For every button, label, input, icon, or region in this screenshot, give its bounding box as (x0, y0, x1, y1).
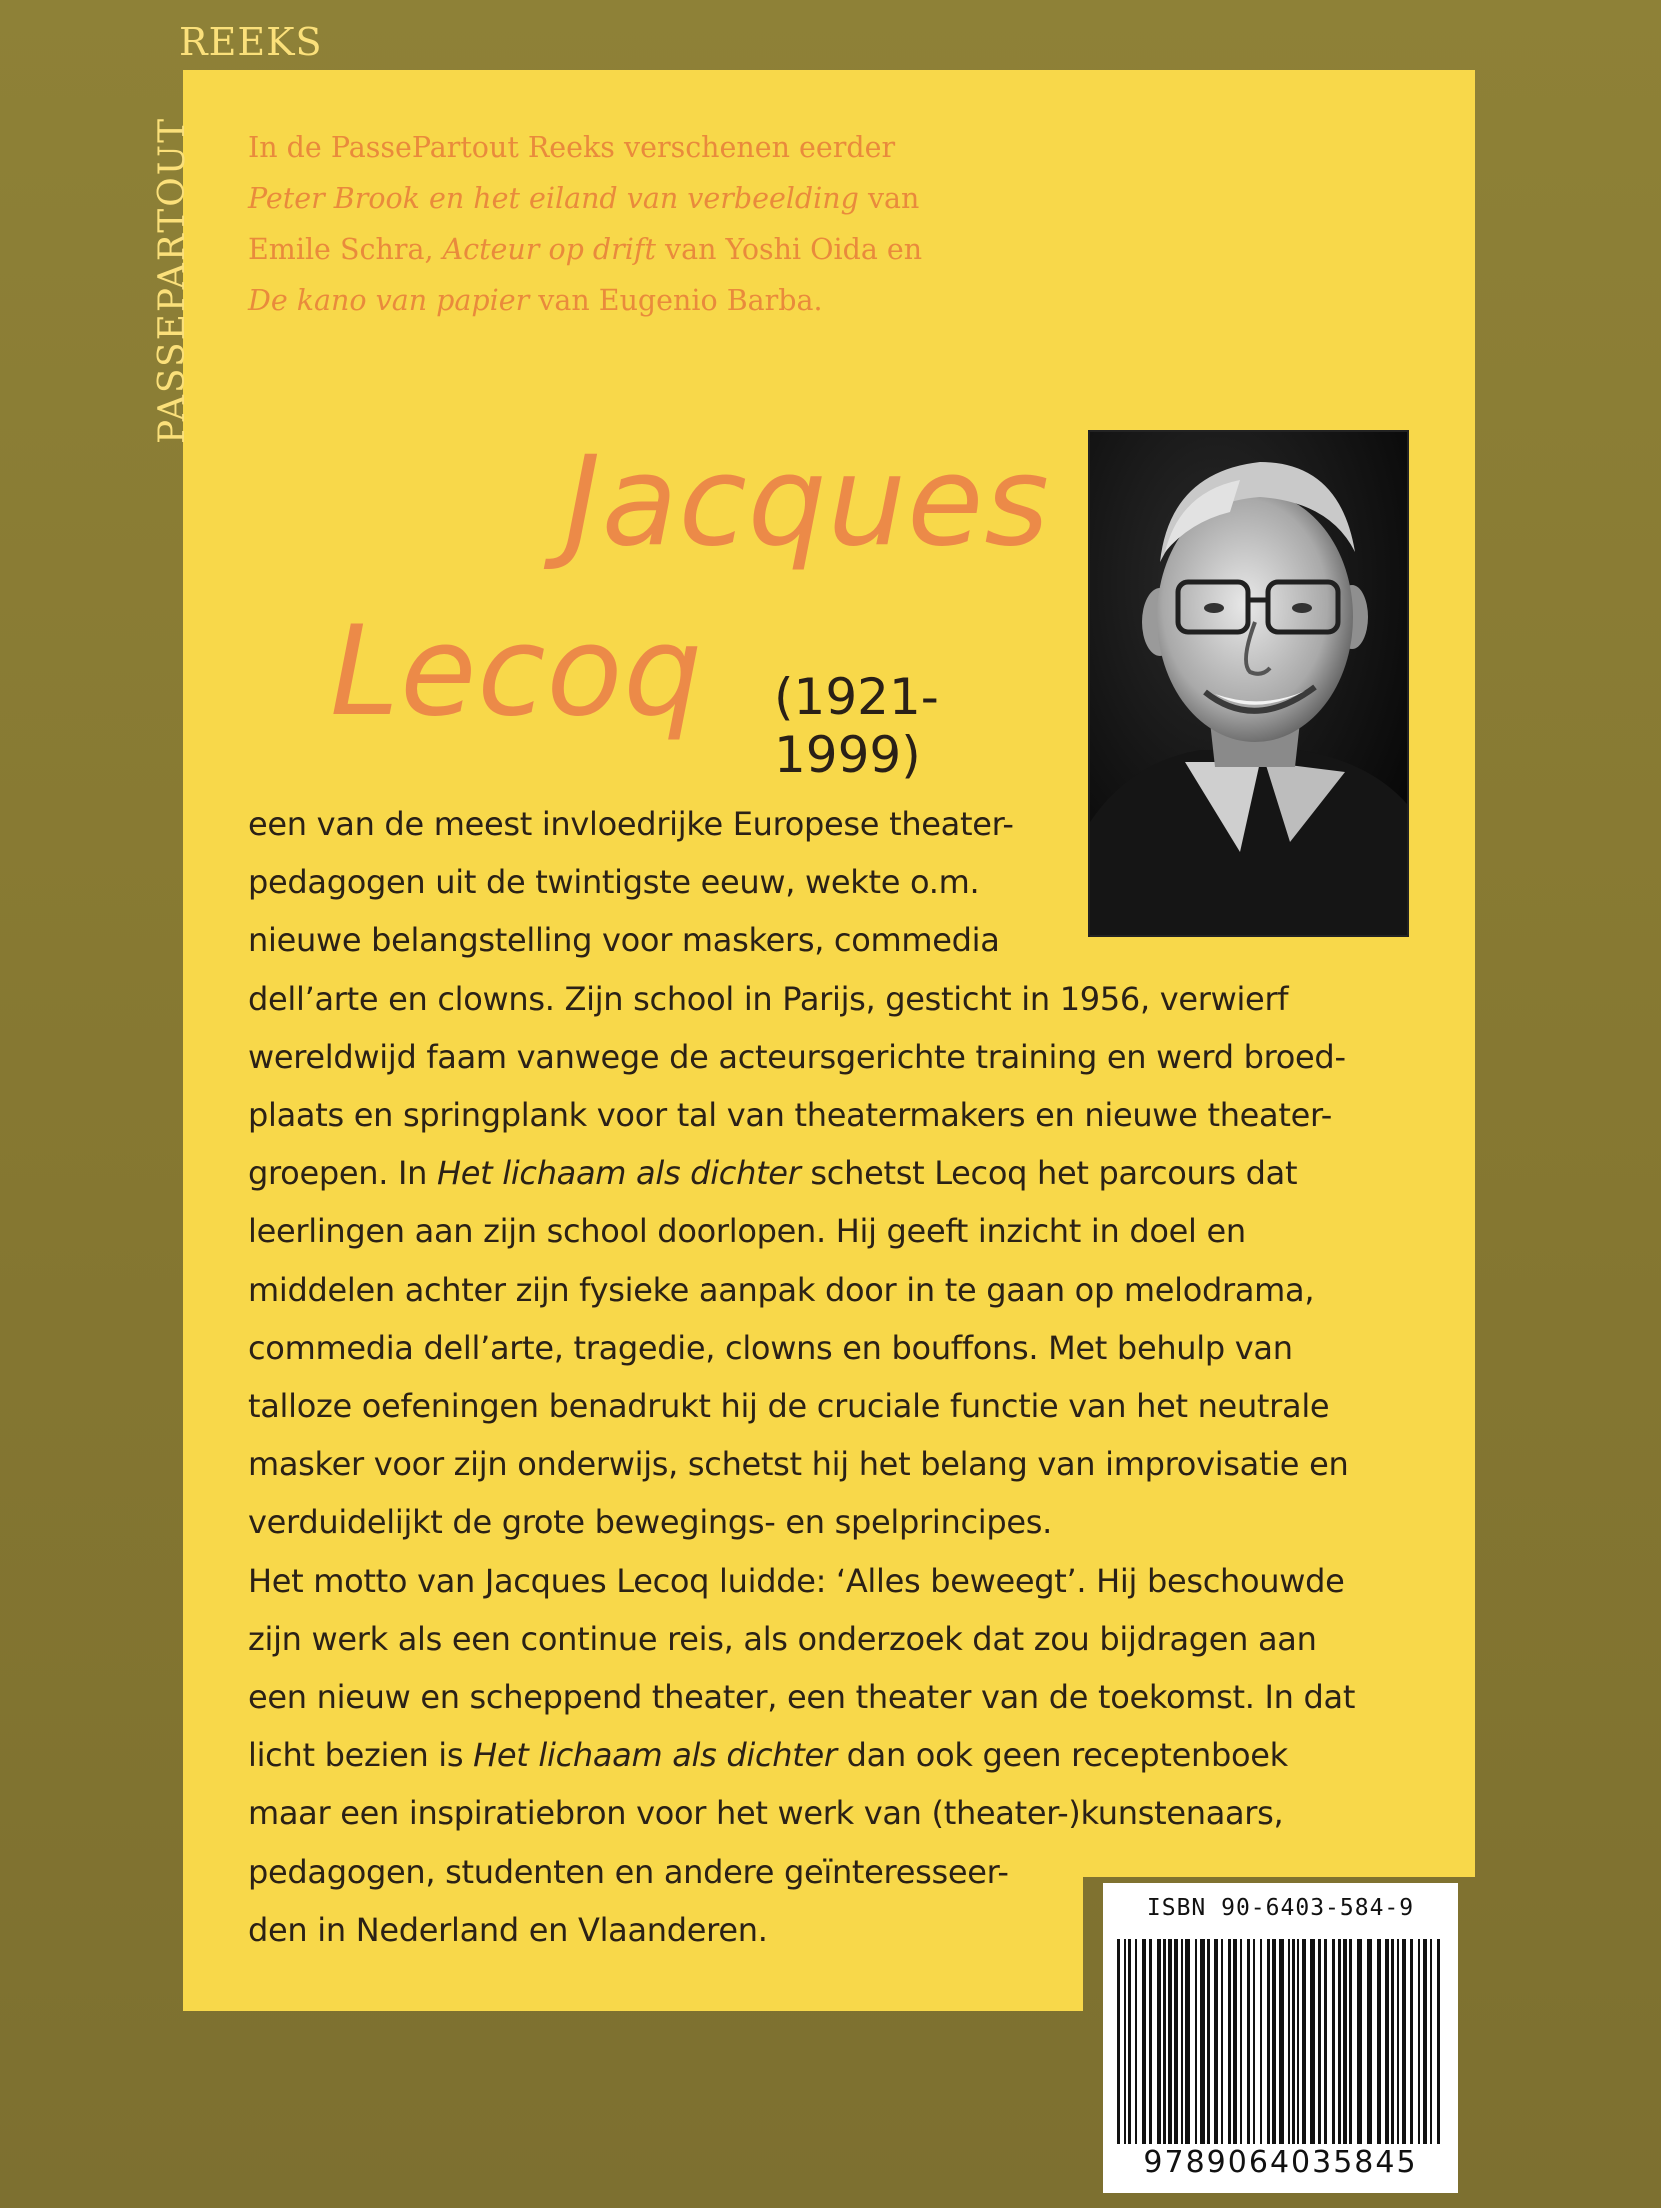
barcode-bar (1310, 1939, 1315, 2144)
blurb-line: licht bezien is Het lichaam als dichter dan ook geen receptenboek (248, 1736, 1288, 1775)
intro-line: Peter Brook en het eiland van verbeelding van (248, 182, 920, 215)
barcode-bar (1228, 1939, 1231, 2144)
barcode-bar (1135, 1939, 1137, 2144)
barcode-bar (1391, 1939, 1394, 2144)
barcode-bar (1430, 1939, 1432, 2144)
barcode-bar (1168, 1939, 1172, 2144)
barcode-bar (1181, 1939, 1183, 2144)
barcode-bar (1397, 1939, 1399, 2144)
barcode-bar (1117, 1939, 1120, 2144)
barcode-bar (1338, 1939, 1341, 2144)
barcode-bar (1423, 1939, 1427, 2144)
book-title: Acteur op drift (442, 233, 656, 266)
barcode-bar (1124, 1939, 1126, 2144)
book-title: Het lichaam als dichter (436, 1154, 801, 1193)
barcode-bar (1367, 1939, 1372, 2144)
barcode-bar (1221, 1939, 1223, 2144)
book-title: Het lichaam als dichter (473, 1736, 837, 1775)
barcode-bar (1288, 1939, 1290, 2144)
barcode-bar (1214, 1939, 1218, 2144)
intro-line: In de PassePartout Reeks verschenen eerder (248, 131, 896, 164)
barcode-bar (1402, 1939, 1406, 2144)
blurb-line: maar een inspiratiebron voor het werk van (theater-)kunstenaars, (248, 1794, 1284, 1833)
barcode-bar (1200, 1939, 1205, 2144)
barcode-bar (1324, 1939, 1327, 2144)
barcode-bar (1318, 1939, 1321, 2144)
barcode-bar (1157, 1939, 1161, 2144)
intro-line: Emile Schra, Acteur op drift van Yoshi Oida en (248, 233, 923, 266)
author-last-name: Lecoq (330, 600, 704, 744)
barcode-bar (1332, 1939, 1335, 2144)
barcode-bar (1260, 1939, 1262, 2144)
barcode-bar (1163, 1939, 1166, 2144)
barcode-bar (1302, 1939, 1306, 2144)
blurb-text (248, 795, 1428, 1959)
series-name-reeks: REEKS (179, 20, 323, 64)
author-first-name: Jacques (564, 430, 1050, 574)
barcode-bar (1377, 1939, 1381, 2144)
barcode-bar (1195, 1939, 1197, 2144)
barcode-bar (1142, 1939, 1146, 2144)
author-years: (1921-1999) (774, 668, 939, 784)
isbn-number: ISBN 90-6403-584-9 (1146, 1895, 1415, 1921)
barcode-bar (1128, 1939, 1131, 2144)
blurb-line: den in Nederland en Vlaanderen. (248, 1910, 768, 1949)
blurb-line: pedagogen, studenten en andere geïnteresseer- (248, 1852, 1009, 1891)
book-title: De kano van papier (248, 284, 530, 317)
blurb-line: zijn werk als een continue reis, als onderzoek dat zou bijdragen aan (248, 1619, 1317, 1658)
barcode-bar (1410, 1939, 1413, 2144)
barcode-bar (1292, 1939, 1295, 2144)
barcode-bar (1279, 1939, 1284, 2144)
barcode-bar (1297, 1939, 1299, 2144)
blurb-line: plaats en springplank voor tal van theatermakers en nieuwe theater- (248, 1096, 1333, 1135)
blurb-line: groepen. In Het lichaam als dichter schetst Lecoq het parcours dat (248, 1154, 1298, 1193)
barcode-bar (1349, 1939, 1352, 2144)
blurb-line: pedagogen uit de twintigste eeuw, wekte o.m. (248, 863, 980, 902)
blurb-line: masker voor zijn onderwijs, schetst hij het belang van improvisatie en (248, 1445, 1349, 1484)
barcode-bar (1247, 1939, 1250, 2144)
barcode-bar (1149, 1939, 1152, 2144)
blurb-line: leerlingen aan zijn school doorlopen. Hij geeft inzicht in doel en (248, 1212, 1246, 1251)
barcode-bar (1357, 1939, 1362, 2144)
series-intro (248, 122, 1008, 326)
barcode-bar (1240, 1939, 1242, 2144)
blurb-line: verduidelijkt de grote bewegings- en spelprincipes. (248, 1503, 1052, 1542)
blurb-line: dell’arte en clowns. Zijn school in Parijs, gesticht in 1956, verwierf (248, 979, 1289, 1018)
barcode-bar (1174, 1939, 1178, 2144)
barcode-bar (1185, 1939, 1190, 2144)
blurb-line: middelen achter zijn fysieke aanpak door in te gaan op melodrama, (248, 1270, 1315, 1309)
intro-line: De kano van papier van Eugenio Barba. (248, 284, 823, 317)
barcode-bar (1253, 1939, 1255, 2144)
blurb-line: een van de meest invloedrijke Europese theater- (248, 805, 1014, 843)
blurb-line: nieuwe belangstelling voor maskers, commedia (248, 921, 1000, 960)
blurb-line: commedia dell’arte, tragedie, clowns en bouffons. Met behulp van (248, 1328, 1293, 1367)
barcode-bar (1385, 1939, 1389, 2144)
ean-number: 9789064035845 (1143, 2145, 1418, 2180)
barcode-bar (1437, 1939, 1440, 2144)
barcode-bar (1343, 1939, 1347, 2144)
blurb-line: wereldwijd faam vanwege de acteursgerichte training en werd broed- (248, 1037, 1346, 1076)
barcode-bar (1233, 1939, 1237, 2144)
barcode-bar (1267, 1939, 1270, 2144)
barcode-bars (1117, 1939, 1444, 2144)
barcode-box (1103, 1883, 1458, 2193)
series-name-passepartout: PASSEPARTOUT (152, 116, 193, 444)
barcode-bar (1272, 1939, 1276, 2144)
barcode-bar (1207, 1939, 1210, 2144)
book-title: Peter Brook en het eiland van verbeelding (248, 182, 859, 215)
barcode-bar (1418, 1939, 1420, 2144)
blurb-line: een nieuw en scheppend theater, een theater van de toekomst. In dat (248, 1678, 1356, 1717)
blurb-line: talloze oefeningen benadrukt hij de cruciale functie van het neutrale (248, 1387, 1330, 1426)
blurb-line: Het motto van Jacques Lecoq luidde: ‘Alles beweegt’. Hij beschouwde (248, 1561, 1345, 1600)
